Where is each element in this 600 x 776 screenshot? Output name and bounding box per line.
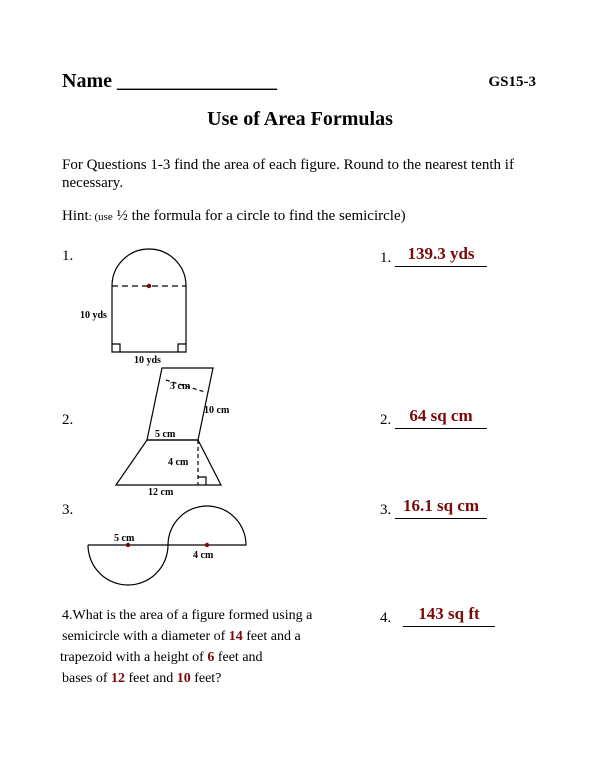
figure-2-t-height-label: 4 cm — [168, 457, 189, 468]
hint-prefix: Hint — [62, 208, 89, 224]
figure-1-center-dot — [147, 284, 151, 288]
figure-1-height-label: 10 yds — [80, 310, 107, 321]
answer-2-value: 64 sq cm — [409, 406, 473, 425]
figure-3-lower-semicircle — [88, 545, 168, 585]
figure-3-right-label: 4 cm — [193, 550, 214, 561]
name-field-label: Name ________________ — [62, 70, 277, 92]
figure-1-right-angle-right — [178, 344, 186, 352]
question-4-text-4b: feet and — [125, 671, 177, 686]
instructions: For Questions 1-3 find the area of each figure. Round to the nearest tenth if necessary. — [62, 157, 514, 191]
question-4-text-3a: trapezoid with a height of — [60, 650, 208, 665]
answer-4-value: 143 sq ft — [418, 604, 480, 623]
answer-3-label: 3. — [380, 502, 392, 518]
figure-3-right-center-dot — [205, 543, 209, 547]
figure-1-semicircle-rectangle — [112, 249, 186, 352]
hint-text: ½ the formula for a circle to find the semicircle) — [112, 208, 406, 224]
question-4-line-2 — [62, 626, 312, 647]
figure-2-t-base-label: 12 cm — [148, 487, 174, 498]
figure-2-t-top-label: 5 cm — [155, 429, 176, 440]
question-4-height: 6 — [207, 650, 215, 665]
question-4-line-3 — [60, 647, 312, 668]
question-4-number: 4. — [62, 608, 73, 623]
question-4-text-2a: semicircle with a diameter of — [62, 629, 229, 644]
answer-1-value: 139.3 yds — [407, 244, 475, 263]
worksheet-code: GS15-3 — [488, 74, 536, 90]
answer-3-value: 16.1 sq cm — [402, 496, 480, 515]
question-4-line-1 — [62, 605, 312, 626]
question-4-base-2: 10 — [176, 671, 191, 686]
question-4-text-1: What is the area of a figure formed using a — [72, 608, 313, 623]
question-2-number: 2. — [62, 412, 74, 428]
hint-colon: : (use — [88, 211, 113, 223]
question-4-text-2b: feet and a — [242, 629, 301, 644]
question-4-text-4c: feet? — [190, 671, 222, 686]
question-3-number: 3. — [62, 502, 74, 518]
figure-2-right-angle — [198, 477, 206, 485]
question-4-base-1: 12 — [111, 671, 125, 686]
question-4 — [62, 605, 312, 689]
question-4-diameter: 14 — [228, 629, 243, 644]
figure-2-p-height-label: 3 cm — [170, 381, 191, 392]
answer-1-label: 1. — [380, 250, 392, 266]
figure-3-left-label: 5 cm — [114, 533, 135, 544]
question-4-line-4 — [62, 668, 312, 689]
page-title: Use of Area Formulas — [207, 108, 393, 130]
figure-2-p-side-label: 10 cm — [204, 405, 230, 416]
question-4-text-3b: feet and — [214, 650, 263, 665]
question-4-text-4a: bases of — [62, 671, 111, 686]
answer-4-label: 4. — [380, 610, 392, 626]
figure-1-base-label: 10 yds — [134, 355, 161, 366]
question-1-number: 1. — [62, 248, 74, 264]
figure-3-semicircles — [88, 506, 246, 585]
figure-3-upper-semicircle — [168, 506, 246, 545]
figure-1-outline — [112, 249, 186, 352]
figure-1-right-angle-left — [112, 344, 120, 352]
answer-2-label: 2. — [380, 412, 392, 428]
